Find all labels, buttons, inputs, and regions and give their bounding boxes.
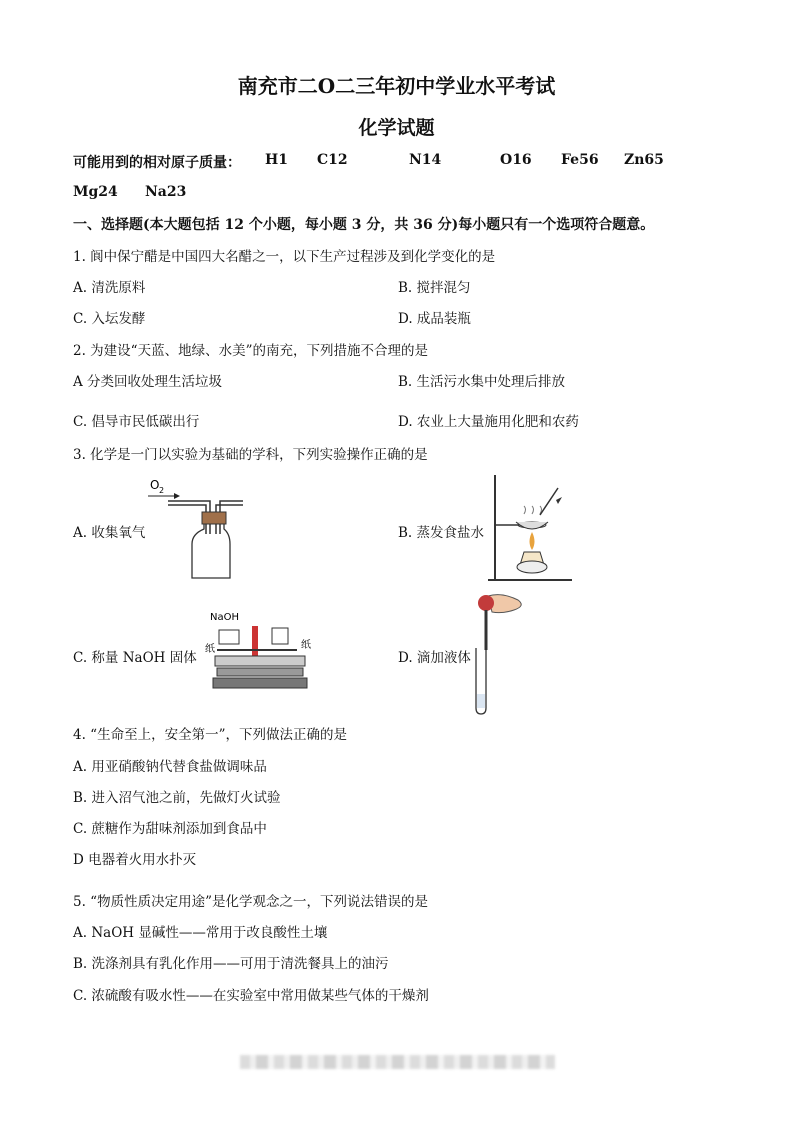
- option-b: B. 生活污水集中处理后排放: [398, 374, 566, 390]
- blurred-watermark: [240, 1055, 555, 1069]
- evaporation-setup-figure: [480, 470, 580, 585]
- question-stem: 1. 阆中保宁醋是中国四大名醋之一，以下生产过程涉及到化学变化的是: [73, 249, 496, 265]
- paper-right-label: 纸: [301, 640, 311, 651]
- paper-left-label: 纸: [205, 644, 215, 655]
- naoh-label: NaOH: [210, 612, 239, 623]
- atomic-mass-item: N14: [409, 152, 442, 168]
- option-d: D 电器着火用水扑灭: [73, 852, 197, 868]
- atomic-mass-label: 可能用到的相对原子质量：: [73, 155, 241, 171]
- question-stem: 3. 化学是一门以实验为基础的学科，下列实验操作正确的是: [73, 447, 428, 463]
- atomic-mass-item: Fe56: [561, 152, 599, 168]
- option-b: B. 蒸发食盐水: [398, 525, 485, 541]
- option-a: A. 用亚硝酸钠代替食盐做调味品: [73, 759, 267, 775]
- option-a: A. 清洗原料: [73, 280, 146, 296]
- option-c: C. 入坛发酵: [73, 311, 146, 327]
- atomic-mass-item: H1: [265, 152, 288, 168]
- option-a: A 分类回收处理生活垃圾: [73, 374, 223, 390]
- balance-figure: [205, 608, 315, 693]
- option-c: C. 蔗糖作为甜味剂添加到食品中: [73, 821, 267, 837]
- section-heading: 一、选择题(本大题包括 12 个小题，每小题 3 分，共 36 分)每小题只有一个选项符合题意。: [73, 217, 655, 233]
- question-stem: 2. 为建设“天蓝、地绿、水美”的南充，下列措施不合理的是: [73, 343, 428, 359]
- option-c: C. 称量 NaOH 固体: [73, 650, 197, 666]
- question-stem: 5. “物质性质决定用途”是化学观念之一，下列说法错误的是: [73, 894, 428, 910]
- atomic-mass-item: Na23: [145, 184, 187, 200]
- exam-subtitle: 化学试题: [358, 117, 435, 139]
- option-d: D. 成品装瓶: [398, 311, 471, 327]
- exam-title: 南充市二O二三年初中学业水平考试: [237, 74, 556, 98]
- option-a: A. 收集氧气: [73, 525, 146, 541]
- option-b: B. 搅拌混匀: [398, 280, 471, 296]
- o2-subscript: 2: [159, 486, 165, 495]
- atomic-mass-item: O16: [500, 152, 532, 168]
- option-d: D. 农业上大量施用化肥和农药: [398, 414, 579, 430]
- option-b: B. 进入沼气池之前，先做灯火试验: [73, 790, 281, 806]
- option-d: D. 滴加液体: [398, 650, 471, 666]
- option-c: C. 浓硫酸有吸水性——在实验室中常用做某些气体的干燥剂: [73, 988, 429, 1004]
- option-b: B. 洗涤剂具有乳化作用——可用于清洗餐具上的油污: [73, 956, 389, 972]
- gas-collection-bottle-figure: [140, 474, 250, 584]
- question-stem: 4. “生命至上，安全第一”，下列做法正确的是: [73, 727, 347, 743]
- option-a: A. NaOH 显碱性——常用于改良酸性土壤: [73, 925, 328, 941]
- atomic-mass-item: Zn65: [624, 152, 664, 168]
- dropper-figure: [468, 590, 528, 715]
- option-c: C. 倡导市民低碳出行: [73, 414, 200, 430]
- atomic-mass-item: C12: [317, 152, 348, 168]
- o2-label: O: [150, 478, 160, 492]
- atomic-mass-item: Mg24: [73, 184, 118, 200]
